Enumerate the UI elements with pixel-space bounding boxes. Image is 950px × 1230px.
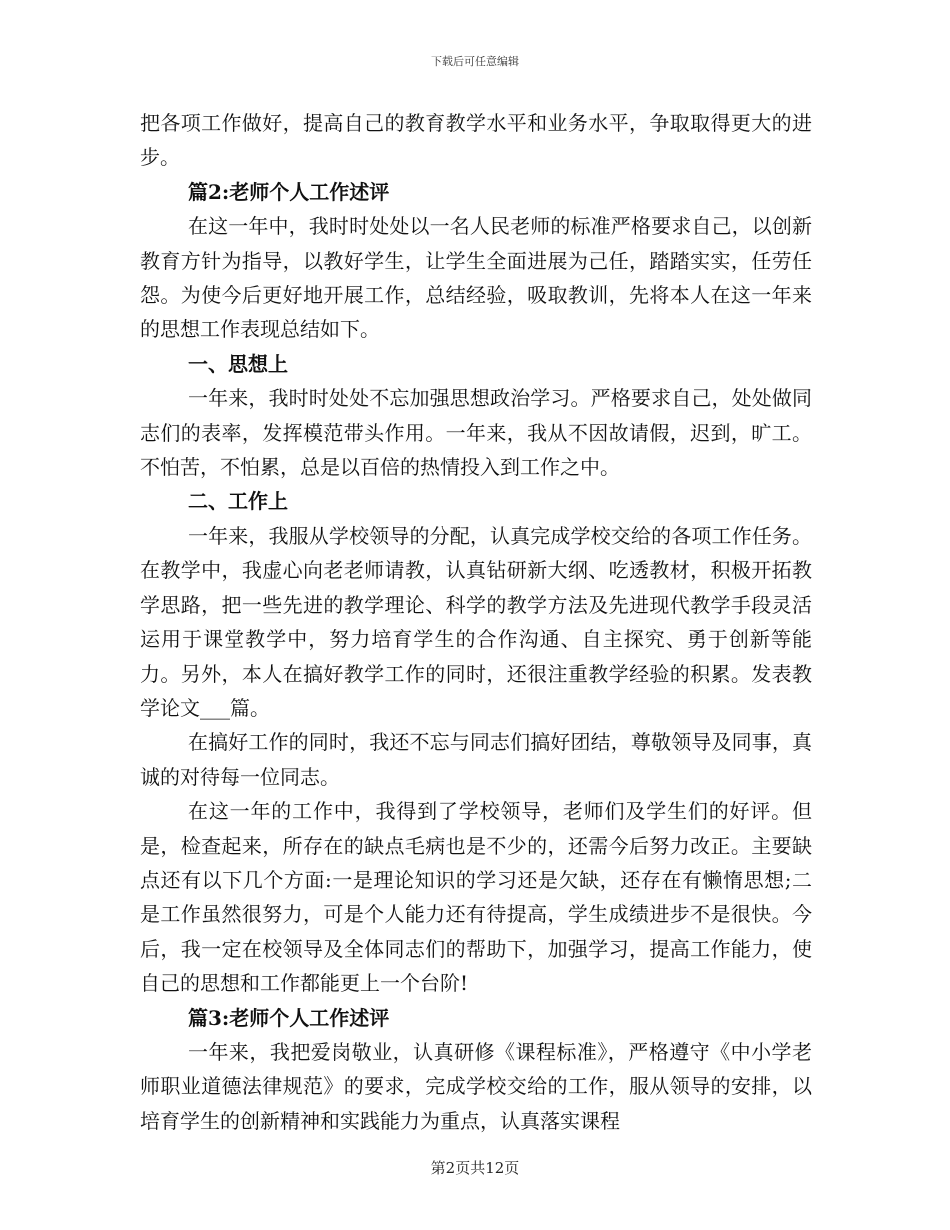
paragraph-work: 一年来，我服从学校领导的分配，认真完成学校交给的各项工作任务。在教学中，我虚心向老老师请教，认真钻研新大纲、吃透教材，积极开拓教学思路，把一些先进的教学理论、科学的教学方法及先进现代教学手段灵活运用于课堂教学中，努力培育学生的合作沟通、自主探究、勇于创新等能力。另外，本人在搞好教学工作的同时，还很注重教学经验的积累。发表教学论文___篇。: [140, 523, 812, 720]
article-3-title: 篇3:老师个人工作述评: [188, 1005, 390, 1030]
paragraph-ideology: 一年来，我时时处处不忘加强思想政治学习。严格要求自己，处处做同志们的表率，发挥模范带头作用。一年来，我从不因故请假，迟到，旷工。不怕苦，不怕累，总是以百倍的热情投入到工作之中。: [140, 386, 812, 480]
paragraph-intro: 在这一年中，我时时处处以一名人民老师的标准严格要求自己，以创新教育方针为指导，以教好学生，让学生全面进展为己任，踏踏实实，任劳任怨。为使今后更好地开展工作，总结经验，吸取教训，先将本人在这一年来的思想工作表现总结如下。: [140, 214, 812, 342]
continued-paragraph: 把各项工作做好，提高自己的教育教学水平和业务水平，争取取得更大的进步。: [140, 111, 812, 170]
paragraph-unity: 在搞好工作的同时，我还不忘与同志们搞好团结，尊敬领导及同事，真诚的对待每一位同志。: [140, 730, 812, 789]
section-heading-work: 二、工作上: [188, 489, 288, 514]
page-header: 下载后可任意编辑: [431, 55, 519, 68]
section-heading-ideology: 一、思想上: [188, 351, 288, 376]
paragraph-shortcomings: 在这一年的工作中，我得到了学校领导，老师们及学生们的好评。但是，检查起来，所存在的缺点毛病也是不少的，还需今后努力改正。主要缺点还有以下几个方面:一是理论知识的学习还是欠缺，还存在有懒惰思想;二是工作虽然很努力，可是个人能力还有待提高，学生成绩进步不是很快。今后，我一定在校领导及全体同志们的帮助下，加强学习，提高工作能力，使自己的思想和工作都能更上一个台阶!: [140, 799, 812, 996]
document-body: [140, 106, 812, 1138]
paragraph-article-3: 一年来，我把爱岗敬业，认真研修《课程标准》，严格遵守《中小学老师职业道德法律规范》的要求，完成学校交给的工作，服从领导的安排，以培育学生的创新精神和实践能力为重点，认真落实课程: [140, 1039, 812, 1133]
page-footer: 第2页共12页: [430, 1159, 520, 1177]
article-2-title: 篇2:老师个人工作述评: [188, 179, 390, 204]
